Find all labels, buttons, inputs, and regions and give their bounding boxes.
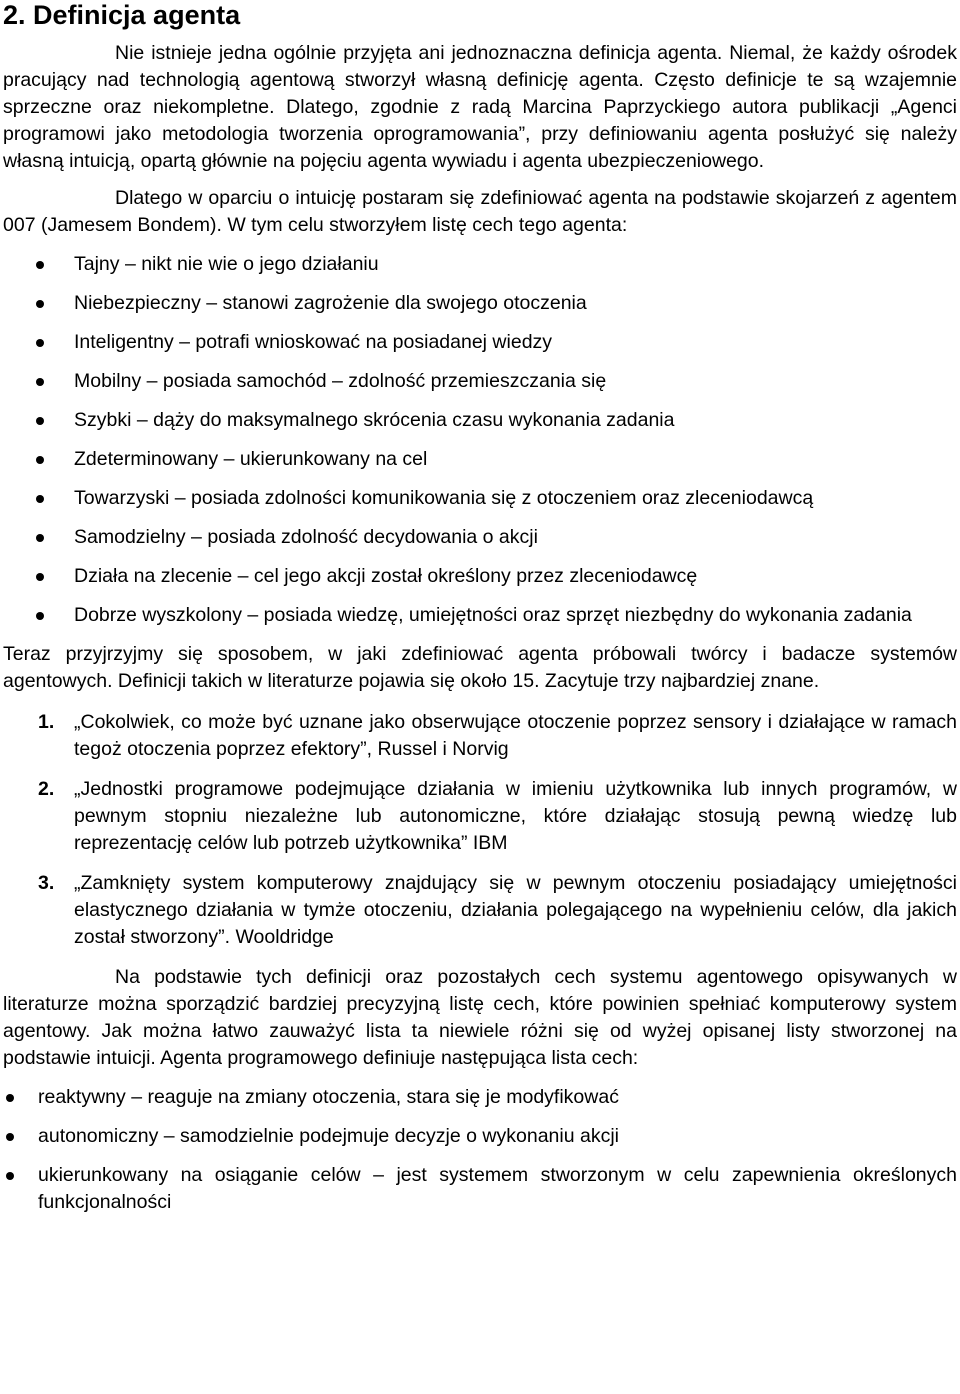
list-item: Samodzielny – posiada zdolność decydowania o akcji xyxy=(74,524,957,551)
paragraph-intro: Nie istnieje jedna ogólnie przyjęta ani jednoznaczna definicja agenta. Niemal, że każdy ośrodek pracujący nad technologią agentową stworzył własną definicję agenta. Często definicje te są wzajemnie sprzeczne oraz niekompletne. Dlatego, zgodnie z radą Marcina Paprzyckiego autora publikacji „Agenci programowi jako metodologia tworzenia oprogramowania”, przy definiowaniu agenta posłużyć się należy własną intuicją, opartą głównie na pojęciu agenta wywiadu i agenta ubezpieczeniowego. xyxy=(3,42,957,172)
agent-traits-list xyxy=(3,251,957,629)
definition-text: „Zamknięty system komputerowy znajdujący się w pewnym otoczeniu posiadający umiejętności elastycznego działania w tymże otoczeniu, działania polegającego na wypełnieniu celów, dla jakich został stworzony”. Wooldridge xyxy=(74,872,957,948)
paragraph-intuition: Dlatego w oparciu o intuicję postaram się zdefiniować agenta na podstawie skojarzeń z agentem 007 (Jamesem Bondem). W tym celu stworzyłem listę cech tego agenta: xyxy=(3,187,957,236)
definition-item xyxy=(38,776,957,857)
bullet-icon xyxy=(36,378,44,386)
list-item: Niebezpieczny – stanowi zagrożenie dla swojego otoczenia xyxy=(74,290,957,317)
definitions-list xyxy=(3,709,957,951)
list-item: Działa na zlecenie – cel jego akcji został określony przez zleceniodawcę xyxy=(74,563,957,590)
bullet-icon xyxy=(36,534,44,542)
definition-number: 2. xyxy=(38,778,55,800)
bullet-icon xyxy=(36,495,44,503)
bullet-icon xyxy=(36,339,44,347)
definition-item xyxy=(38,709,957,763)
bullet-icon xyxy=(6,1133,14,1141)
section-heading: 2. Definicja agenta xyxy=(3,0,241,30)
bullet-icon xyxy=(36,261,44,269)
list-item: Tajny – nikt nie wie o jego działaniu xyxy=(74,251,957,278)
list-item: reaktywny – reaguje na zmiany otoczenia, stara się je modyfikować xyxy=(38,1084,957,1111)
paragraph-summary: Na podstawie tych definicji oraz pozostałych cech systemu agentowego opisywanych w literaturze można sporządzić bardziej precyzyjną listę cech, które powinien spełniać komputerowy system agentowy. Jak można łatwo zauważyć lista ta niewiele różni się od wyżej opisanej listy stworzonej na podstawie intuicji. Agenta programowego definiuje następująca lista cech: xyxy=(3,966,957,1069)
paragraph-literature: Teraz przyjrzyjmy się sposobem, w jaki zdefiniować agenta próbowali twórcy i badacze systemów agentowych. Definicji takich w literaturze pojawia się około 15. Zacytuje trzy najbardziej znane. xyxy=(3,643,957,692)
definition-number: 1. xyxy=(38,711,55,733)
definition-text: „Jednostki programowe podejmujące działania w imieniu użytkownika lub innych programów, w pewnym stopniu niezależne lub autonomiczne, które działając stosują pewną wiedzę lub reprezentację celów lub potrzeb użytkownika” IBM xyxy=(74,778,957,854)
bullet-icon xyxy=(36,456,44,464)
list-item: autonomiczny – samodzielnie podejmuje decyzje o wykonaniu akcji xyxy=(38,1123,957,1150)
list-item: Dobrze wyszkolony – posiada wiedzę, umiejętności oraz sprzęt niezbędny do wykonania zadania xyxy=(74,602,957,629)
list-item: Szybki – dąży do maksymalnego skrócenia czasu wykonania zadania xyxy=(74,407,957,434)
agent-features-list xyxy=(3,1084,957,1216)
list-item: Mobilny – posiada samochód – zdolność przemieszczania się xyxy=(74,368,957,395)
bullet-icon xyxy=(6,1172,14,1180)
bullet-icon xyxy=(36,300,44,308)
list-item: Zdeterminowany – ukierunkowany na cel xyxy=(74,446,957,473)
bullet-icon xyxy=(36,573,44,581)
definition-text: „Cokolwiek, co może być uznane jako obserwujące otoczenie poprzez sensory i działające w ramach tegoż otoczenia poprzez efektory”, Russel i Norvig xyxy=(74,711,957,760)
definition-number: 3. xyxy=(38,872,55,894)
bullet-icon xyxy=(6,1094,14,1102)
bullet-icon xyxy=(36,612,44,620)
definition-item xyxy=(38,870,957,951)
list-item: ukierunkowany na osiąganie celów – jest systemem stworzonym w celu zapewnienia określonych funkcjonalności xyxy=(38,1162,957,1216)
list-item: Towarzyski – posiada zdolności komunikowania się z otoczeniem oraz zleceniodawcą xyxy=(74,485,957,512)
bullet-icon xyxy=(36,417,44,425)
list-item: Inteligentny – potrafi wnioskować na posiadanej wiedzy xyxy=(74,329,957,356)
